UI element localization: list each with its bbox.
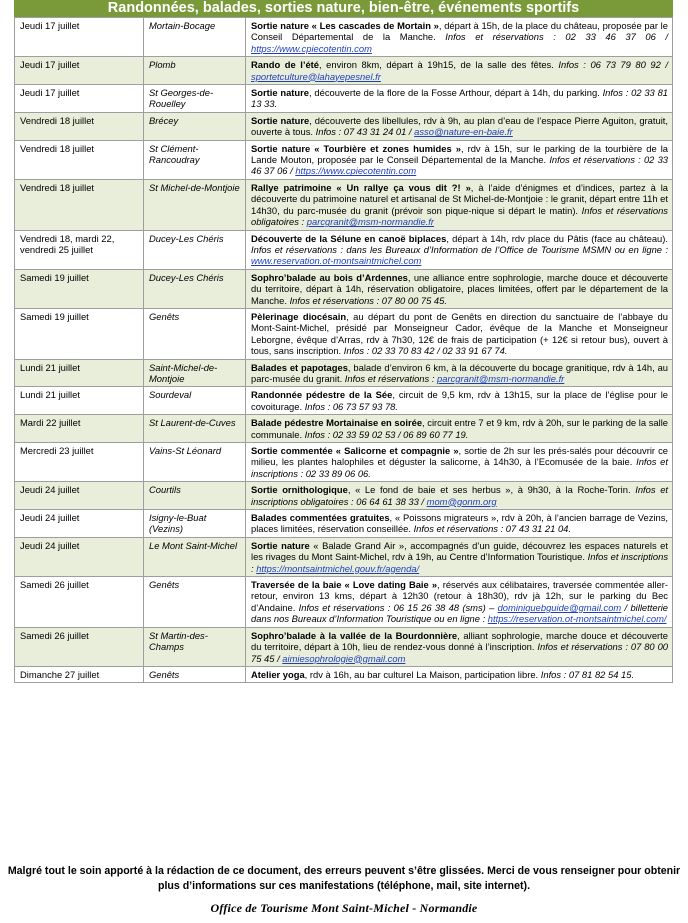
event-contact-info: Infos : 02 33 81 13 33. [251,87,668,110]
event-details: , une alliance entre sophrologie, marche douce et découverte du territoire, départ à 14h, réservation obligatoire, places limitées, offert par le département de la Manche. [251,271,668,306]
event-location: St Michel-de-Montjoie [144,179,246,230]
event-description [246,57,673,85]
event-description [246,359,673,387]
event-location: St Clément-Rancoudray [144,140,246,179]
event-date: Vendredi 18, mardi 22, vendredi 25 juillet [15,230,144,269]
event-contact-link[interactable]: asso@nature-en-baie.fr [414,126,513,138]
event-contact-info: Infos et réservations : 02 33 46 37 06 / [251,154,668,177]
event-location: Plomb [144,57,246,85]
event-details: , environ 8km, départ à 19h15, de la salle des fêtes. [319,59,559,71]
event-details: , alliant sophrologie, marche douce et découverte du territoire, départ à 10h, lieu de rendez-vous donné à l’inscription. [251,629,668,653]
event-description [246,577,673,628]
event-description [246,18,673,57]
event-description [246,269,673,308]
event-date: Jeudi 24 juillet [15,482,144,510]
event-details: , départ à 14h, rdv place du Pâtis (face au château). [446,232,668,244]
event-date: Lundi 21 juillet [15,359,144,387]
event-location: Genêts [144,577,246,628]
event-title: Sortie nature « Les cascades de Mortain » [251,20,439,31]
event-description [246,308,673,359]
event-location: Genêts [144,666,246,682]
event-row [15,482,673,510]
event-contact-link[interactable]: parcgranit@msm-normandie.fr [437,372,565,384]
event-title: Traversée de la baie « Love dating Baie » [251,579,438,591]
event-title: Sortie nature [251,539,310,551]
event-contact-info: Infos et réservations : 06 15 26 38 48 (sms) – [298,601,498,613]
event-title: Sortie nature « Tourbière et zones humides » [251,142,461,154]
event-title: Rallye patrimoine « Un rallye ça vous dit ?! » [251,181,471,193]
event-date: Mardi 22 juillet [15,415,144,443]
events-sheet [14,0,673,683]
event-contact-info: Infos et inscriptions obligatoires : 06 64 61 38 33 / [251,484,669,507]
event-contact-link[interactable]: parcgranit@msm-normandie.fr [306,216,435,228]
event-row [15,666,673,682]
event-description [246,112,673,140]
events-table [14,17,673,683]
event-details: , départ à 15h, de la place du château, proposée par le Conseil Départemental de la Manche. [251,20,668,43]
event-details: « Balade Grand Air », accompagnés d’un guide, découvrez les espaces naturels et les rivages du Mont Saint-Michel, rdv à 19h, au Centre d’Information Touristique. [251,539,668,563]
event-description [246,179,673,230]
event-row [15,269,673,308]
event-details: , découverte des libellules, rdv à 9h, au plan d’eau de l’espace Pierre Aguiton, gratuit, ouverte à tous. [251,114,669,138]
event-location: Mortain-Bocage [144,18,246,57]
event-title: Sortie nature [251,114,310,126]
event-details: , « Le fond de baie et ses herbus », à 9h30, à la Roche-Torin. [347,484,636,496]
event-details: , circuit de 9,5 km, rdv à 13h15, sur la place de l’église pour le covoiturage. [251,389,669,412]
disclaimer: Malgré tout le soin apporté à la rédaction de ce document, des erreurs peuvent s’être glissées. Merci de vous renseigner pour obtenir plus d’informations sur ces manifestations (téléphone, mail, site internet). [7,865,681,892]
event-location: Genêts [144,308,246,359]
event-description [246,537,673,576]
event-date: Jeudi 24 juillet [15,510,144,538]
event-title: Balades et papotages [251,361,348,373]
event-contact-info: Infos : 06 73 57 93 78. [304,400,398,412]
event-details: , au départ du pont de Genêts en direction du sanctuaire de l’abbaye du Mont-Saint-Michel, présidé par Monseigneur Cador, évêque de la Manche et Monseigneur Leborgne, évêque d’Arras, rdv à 7h30, 12€ de frais de participation (+ 12€ si retour bus), ouvert à tous, sans inscription. [251,310,668,357]
event-date: Samedi 19 juillet [15,269,144,308]
event-description [246,510,673,538]
event-contact-info: Infos et réservations obligatoires : [251,204,668,228]
event-description [246,627,673,666]
event-date: Dimanche 27 juillet [15,666,144,682]
event-date: Jeudi 17 juillet [15,18,144,57]
event-contact-info: Infos et réservations : 07 43 31 21 04. [413,523,571,535]
event-title: Découverte de la Sélune en canoë biplaces [251,232,447,244]
event-title: Balades commentées gratuites [251,512,390,524]
event-contact-link[interactable]: https://www.cpiecotentin.com [251,42,372,54]
event-title: Rando de l’été [251,59,319,71]
event-row [15,359,673,387]
event-details: , découverte de la flore de la Fosse Arthour, départ à 14h, du parking. [309,87,603,99]
event-title: Balade pédestre Mortainaise en soirée [251,417,423,429]
event-contact-link[interactable]: https://montsaintmichel.gouv.fr/agenda/ [256,562,420,574]
event-description [246,443,673,482]
event-contact-link[interactable]: https://www.cpiecotentin.com [295,165,417,177]
event-date: Jeudi 17 juillet [15,57,144,85]
event-location: Ducey-Les Chéris [144,269,246,308]
event-date: Vendredi 18 juillet [15,112,144,140]
event-location: Vains-St Léonard [144,443,246,482]
event-contact-info: Infos et réservations : dans les Bureaux d’Information de l’Office de Tourisme MSMN ou en ligne : [251,243,668,255]
event-date: Jeudi 17 juillet [15,85,144,113]
event-date: Mercredi 23 juillet [15,443,144,482]
event-date: Samedi 26 juillet [15,577,144,628]
event-details: , réservés aux célibataires, traversée commentée aller-retour, environ 13 kms, départ à 12h30 (retour à 18h30), rdv jà 12h, sur le parking du Bec d’Andaine. [251,579,668,613]
event-location: St Laurent-de-Cuves [144,415,246,443]
event-contact-info: Infos et inscriptions : 02 33 89 06 06. [251,456,669,479]
event-contact-info: Infos : 07 81 82 54 15. [540,668,635,680]
events-table-body [15,18,673,683]
event-description [246,387,673,415]
event-row [15,85,673,113]
event-details: , balade d’environ 6 km, à la découverte du bocage granitique, rdv à 14h, au parc-musée du granit. [251,361,668,384]
event-title: Sophro’balade au bois d’Ardennes [251,271,408,283]
event-contact-info: / billetterie dans nos Bureaux d’Information Touristique ou en ligne : [251,601,668,625]
event-date: Vendredi 18 juillet [15,179,144,230]
event-contact-info: Infos et réservations : 07 80 00 75 45. [289,294,447,306]
event-details: , à l’aide d’énigmes et d’indices, partez à la découverte du patrimoine naturel et artisanal de St Michel-de-Montjoie : le granit, départ entre 11h et 14h30, du parc-musée du granit (prévoir son pique-nique si départ le matin). [251,181,669,216]
event-location: Sourdeval [144,387,246,415]
event-location: Ducey-Les Chéris [144,230,246,269]
event-contact-link[interactable]: sportetculture@lahayepesnel.fr [251,70,381,82]
event-description [246,85,673,113]
event-location: Isigny-le-Buat (Vezins) [144,510,246,538]
event-row [15,415,673,443]
event-row [15,577,673,628]
event-contact-link[interactable]: dominiquebguide@gmail.com [497,601,622,613]
event-date: Samedi 26 juillet [15,627,144,666]
event-location: Saint-Michel-de-Montjoie [144,359,246,387]
event-description [246,666,673,682]
event-date: Vendredi 18 juillet [15,140,144,179]
event-title: Randonnée pédestre de la Sée [251,389,393,401]
event-row [15,18,673,57]
event-contact-info: Infos : 07 43 31 24 01 / [315,126,415,138]
event-contact-info: Infos : 02 33 70 83 42 / 02 33 91 67 74. [343,345,508,357]
event-row [15,57,673,85]
event-row [15,537,673,576]
event-row [15,230,673,269]
event-details: , sortie de 2h sur les prés-salés pour découvrir ce milieu, les plantes halophiles et déguster la salicorne, à 14h30, à l’Ecomusée de la baie. [251,445,668,468]
event-contact-info: Infos et inscriptions : [251,551,669,574]
event-details: , « Poissons migrateurs », rdv à 20h, à l’ancien barrage de Vezins, places limitées, réservation conseillée. [251,512,668,535]
event-date: Samedi 19 juillet [15,308,144,359]
event-contact-info: Infos et réservations : 02 33 46 37 06 / [445,31,668,43]
event-title: Pèlerinage diocésain [251,310,347,322]
event-row [15,443,673,482]
event-description [246,415,673,443]
event-details: , rdv à 15h, sur le parking de la tourbière de la Lande Mouton, proposée par le Conseil Départemental de la Manche. [251,142,668,166]
event-details: , rdv à 16h, au bar culturel La Maison, participation libre. [304,668,541,680]
event-row [15,308,673,359]
event-location: Le Mont Saint-Michel [144,537,246,576]
event-details: , circuit entre 7 et 9 km, rdv à 20h, sur le parking de la salle communale. [251,417,668,440]
event-contact-info: Infos et réservations : [344,372,438,384]
event-date: Lundi 21 juillet [15,387,144,415]
signature: Office de Tourisme Mont Saint-Michel - Normandie [210,901,478,915]
event-title: Atelier yoga [251,668,305,680]
event-row [15,112,673,140]
event-description [246,482,673,510]
event-row [15,179,673,230]
event-description [246,140,673,179]
event-location: St Georges-de-Rouelley [144,85,246,113]
event-location: Brécey [144,112,246,140]
event-title: Sortie commentée « Salicorne et compagnie » [251,445,459,456]
event-location: St Martin-des-Champs [144,627,246,666]
event-contact-info: Infos et réservations : 07 80 00 75 45 / [251,641,668,664]
event-row [15,140,673,179]
event-location: Courtils [144,482,246,510]
event-title: Sophro’balade à la vallée de la Bourdonnière [251,629,458,641]
event-description [246,230,673,269]
event-row [15,387,673,415]
event-title: Sortie ornithologique [251,484,348,496]
event-date: Jeudi 24 juillet [15,537,144,576]
event-row [15,627,673,666]
event-title: Sortie nature [251,87,310,99]
section-header: Randonnées, balades, sorties nature, bien-être, événements sportifs [14,0,673,17]
event-row [15,510,673,538]
event-contact-link[interactable]: mom@gonm.org [426,495,497,507]
event-contact-info: Infos : 02 33 59 02 53 / 06 89 60 77 19. [304,428,469,440]
event-contact-info: Infos : 06 73 79 80 92 / [558,59,669,71]
event-contact-link[interactable]: https://reservation.ot-montsaintmichel.com/ [487,613,667,625]
event-contact-link[interactable]: aimiesophrologie@gmail.com [282,652,406,664]
event-contact-link[interactable]: www.reservation.ot-montsaintmichel.com [251,255,422,267]
